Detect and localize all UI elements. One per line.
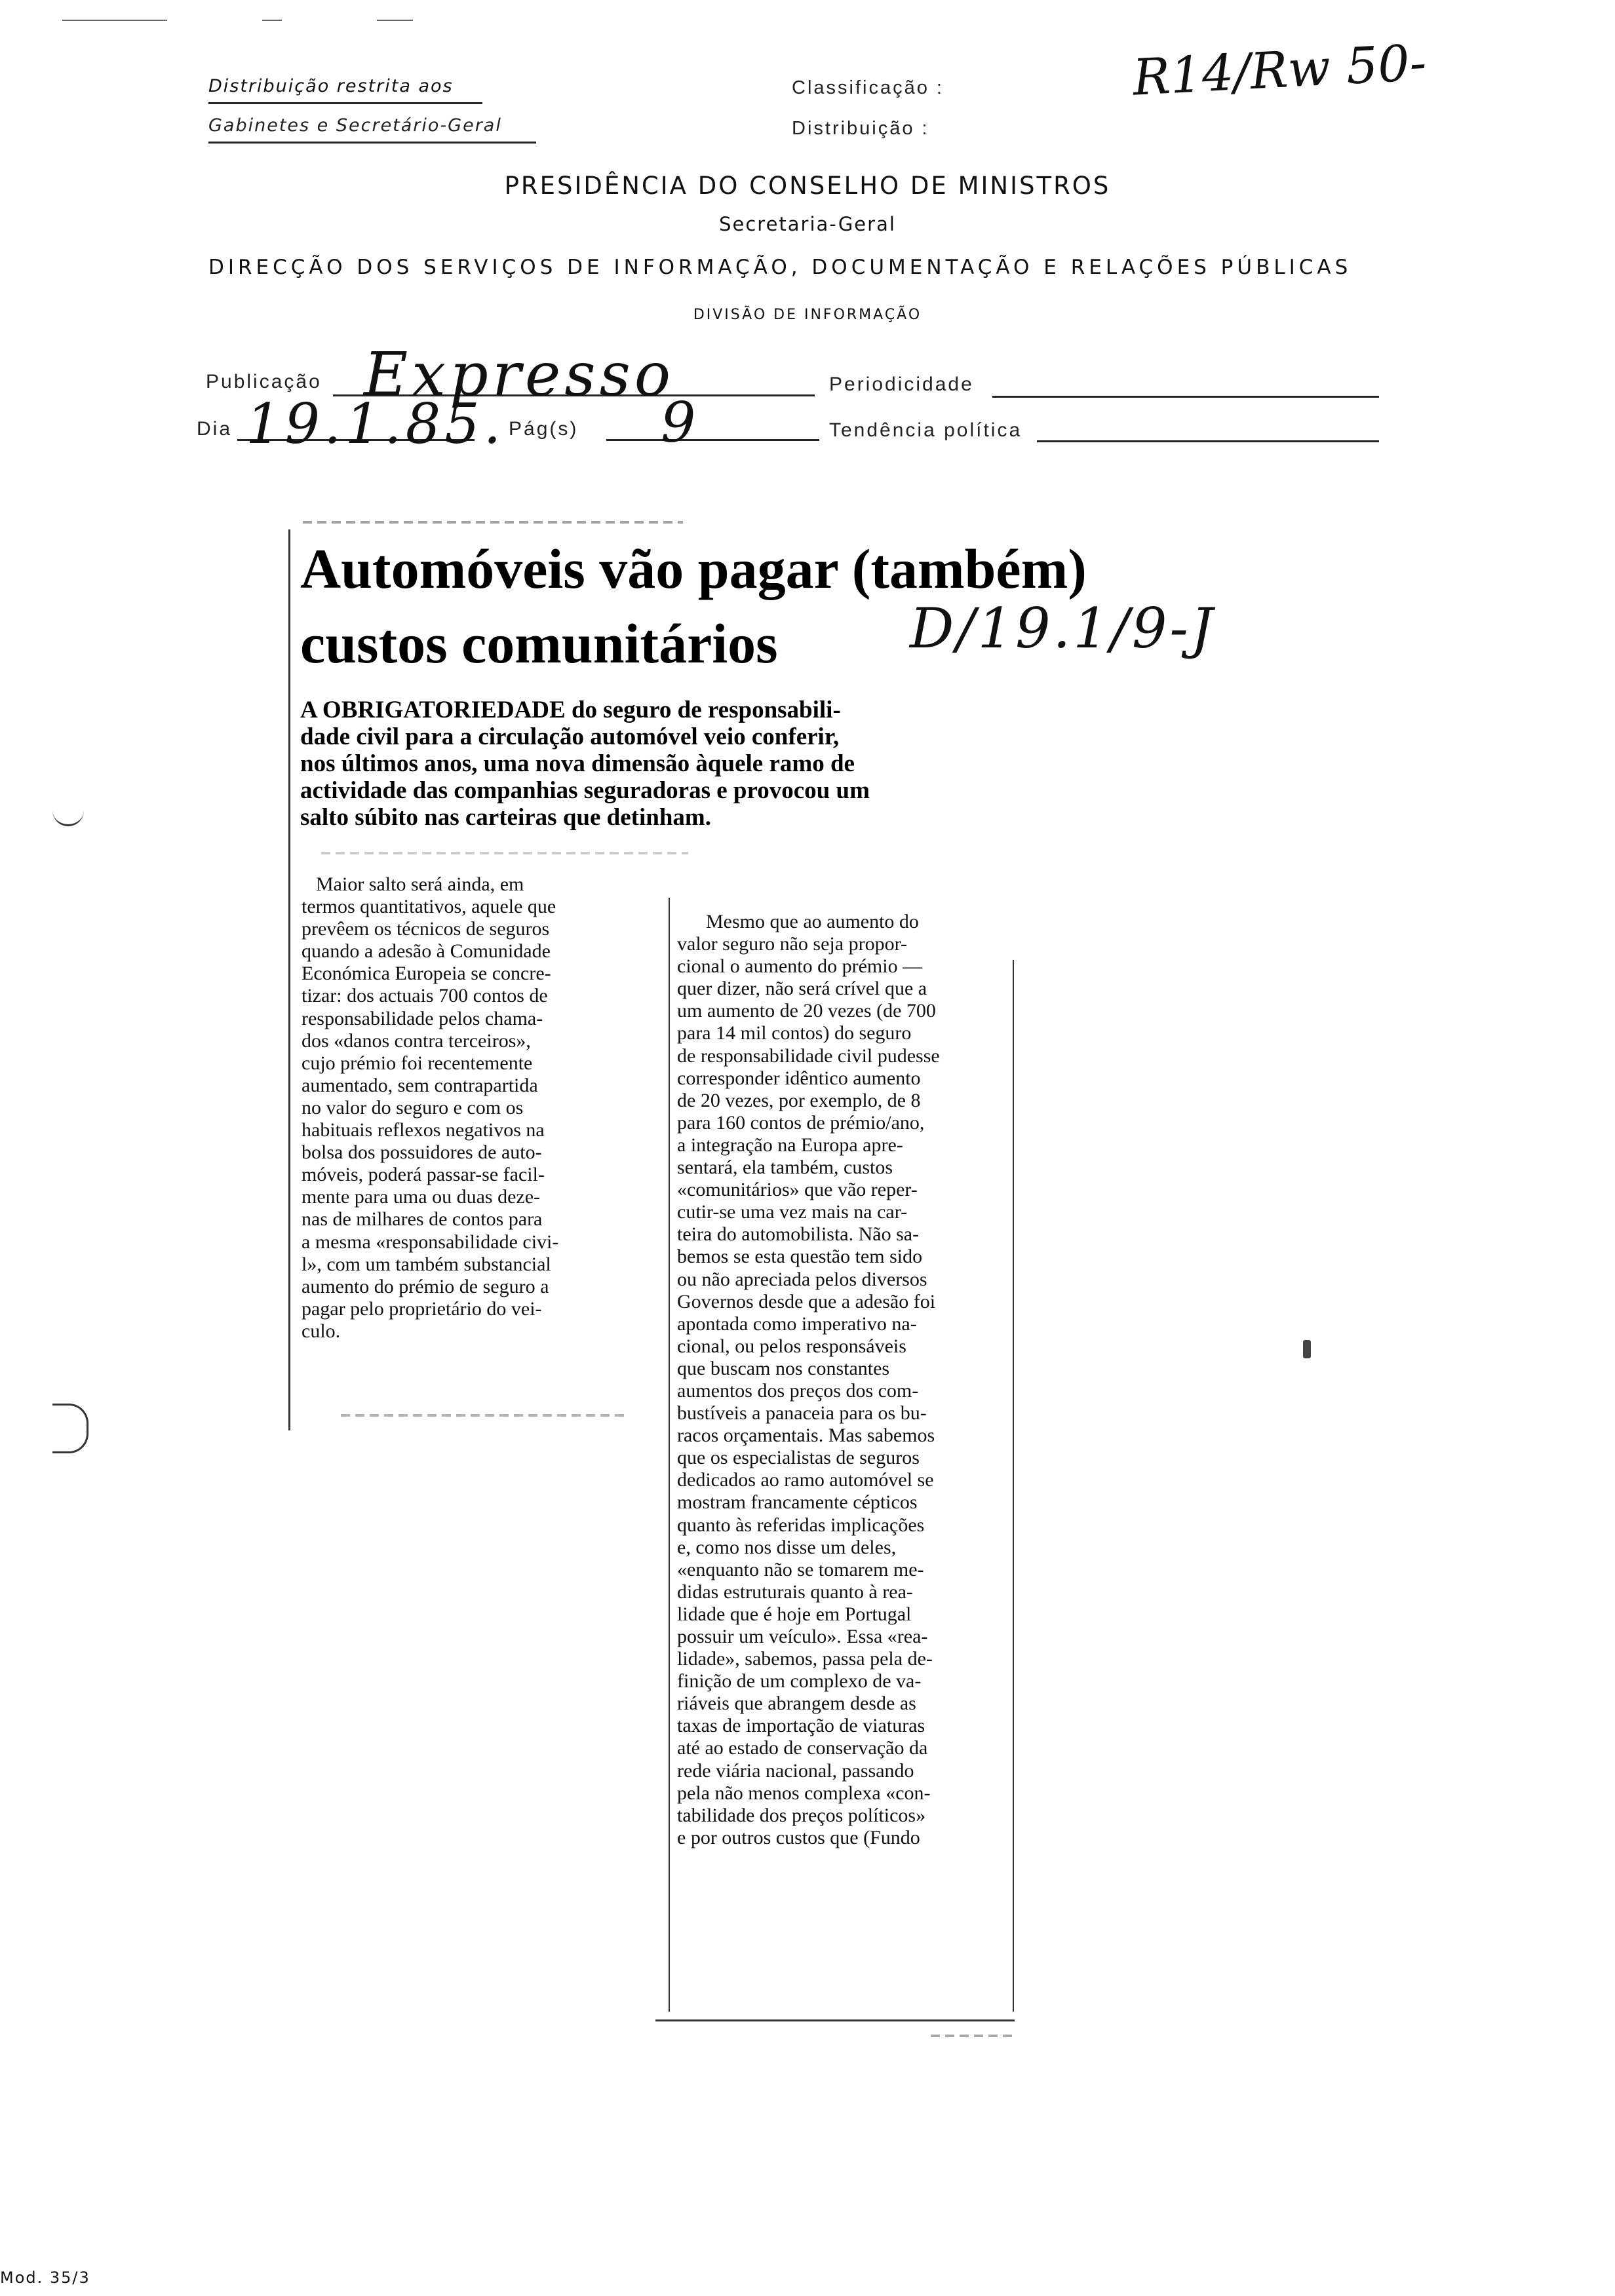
column-end-smudge	[341, 1414, 629, 1417]
column-line: aumentado, sem contrapartida	[302, 1074, 538, 1096]
lead-line: A OBRIGATORIEDADE do seguro de responsabili-	[300, 697, 841, 723]
column-line: Maior salto será ainda, em	[316, 873, 524, 895]
column-line: rede viária nacional, passando	[677, 1759, 914, 1782]
column-line: l», com um também substancial	[302, 1253, 551, 1275]
column-line: quer dizer, não será crível que a	[677, 978, 927, 1000]
column-line: até ao estado de conservação da	[677, 1737, 928, 1759]
article-column-1	[302, 873, 632, 1343]
article-column-2	[677, 911, 1008, 1849]
column-line: responsabilidade pelos chama-	[302, 1007, 543, 1029]
secretariat: Secretaria-Geral	[719, 213, 896, 235]
column-line: didas estruturais quanto à rea-	[677, 1580, 913, 1603]
column-line: quanto às referidas implicações	[677, 1514, 925, 1536]
column-line: de responsabilidade civil pudesse	[677, 1044, 940, 1067]
punch-hole-mark	[52, 1404, 88, 1453]
column-line: bemos se esta questão tem sido	[677, 1246, 923, 1268]
publication-label: Publicação	[206, 371, 322, 392]
punch-hole-mark	[52, 805, 84, 826]
column-line: tizar: dos actuais 700 contos de	[302, 985, 548, 1007]
column-line: Governos desde que a adesão foi	[677, 1290, 936, 1312]
column-line: no valor do seguro e com os	[302, 1096, 524, 1119]
pages-label: Pág(s)	[509, 418, 579, 440]
column-line: móveis, poderá passar-se facil-	[302, 1164, 545, 1186]
column-line: bustíveis a panaceia para os bu-	[677, 1402, 927, 1425]
clipping-left-edge	[288, 529, 290, 1430]
handwritten-reference: R14/Rw 50-	[1131, 33, 1428, 107]
tendency-label: Tendência política	[829, 419, 1022, 441]
scan-mark	[262, 20, 282, 21]
column-line: a integração na Europa apre-	[677, 1134, 903, 1156]
headline-line2: custos comunitários	[300, 612, 778, 675]
column-line: possuir um veículo». Essa «rea-	[677, 1626, 928, 1647]
column-line: cujo prémio foi recentemente	[302, 1052, 533, 1074]
column-line: taxas de importação de viaturas	[677, 1715, 925, 1737]
scan-mark	[62, 20, 167, 21]
column-line: sentará, ela também, custos	[677, 1157, 893, 1179]
pages-line	[606, 439, 819, 441]
headline-line1: Automóveis vão pagar (também)	[300, 537, 1087, 600]
division: DIVISÃO DE INFORMAÇÃO	[693, 307, 922, 323]
form-code: Mod. 35/3	[0, 2268, 90, 2287]
column-line: quando a adesão à Comunidade	[302, 940, 551, 963]
column-line: dedicados ao ramo automóvel se	[677, 1469, 934, 1491]
column-line: bolsa dos possuidores de auto-	[302, 1141, 542, 1164]
article-lead	[300, 697, 988, 831]
column-line: dos «danos contra terceiros»,	[302, 1029, 531, 1052]
classification-label: Classificação :	[792, 77, 944, 98]
column-line: cional o aumento do prémio —	[677, 955, 923, 978]
column-line: ou não apreciada pelos diversos	[677, 1268, 927, 1290]
column-line: racos orçamentais. Mas sabemos	[677, 1425, 935, 1447]
column-line: apontada como imperativo na-	[677, 1312, 917, 1335]
column-line: para 14 mil contos) do seguro	[677, 1022, 912, 1044]
article-bottom-rule	[655, 2019, 1015, 2021]
column-line: tabilidade dos preços políticos»	[677, 1804, 926, 1826]
column-line: e, como nos disse um deles,	[677, 1536, 897, 1558]
column-line: «comunitários» que vão reper-	[677, 1179, 918, 1201]
column-line: prevêem os técnicos de seguros	[302, 918, 550, 940]
underline	[208, 142, 536, 144]
column-line: termos quantitativos, aquele que	[302, 896, 556, 918]
tendency-line	[1037, 440, 1379, 442]
column-line: riáveis que abrangem desde as	[677, 1693, 916, 1715]
column-line: pela não menos complexa «con-	[677, 1782, 931, 1804]
periodicity-line	[992, 396, 1379, 398]
underline	[208, 102, 482, 104]
scan-mark	[377, 20, 413, 21]
column-line: mostram francamente cépticos	[677, 1491, 918, 1514]
column-line: mente para uma ou duas deze-	[302, 1186, 540, 1208]
column-line: teira do automobilista. Não sa-	[677, 1223, 920, 1246]
column-line: aumento do prémio de seguro a	[302, 1275, 549, 1297]
column-line: culo.	[302, 1320, 341, 1342]
column-line: que buscam nos constantes	[677, 1357, 890, 1379]
lead-line: actividade das companhias seguradoras e provocou um	[300, 777, 870, 804]
column-line: corresponder idêntico aumento	[677, 1067, 921, 1089]
column-line: pagar pelo proprietário do vei-	[302, 1297, 542, 1320]
lead-line: dade civil para a circulação automóvel veio conferir,	[300, 723, 840, 750]
column-line: cional, ou pelos responsáveis	[677, 1335, 906, 1357]
clipping-smudge	[321, 852, 688, 854]
directorate: DIRECÇÃO DOS SERVIÇOS DE INFORMAÇÃO, DOCUMENTAÇÃO E RELAÇÕES PÚBLICAS	[208, 256, 1352, 279]
column-divider	[669, 898, 670, 2012]
clipping-smudge	[931, 2035, 1016, 2037]
lead-line: nos últimos anos, uma nova dimensão àquele ramo de	[300, 750, 855, 777]
handwritten-date-note: D/19.1/9-J	[910, 596, 1216, 660]
institution-name: PRESIDÊNCIA DO CONSELHO DE MINISTROS	[504, 172, 1111, 200]
day-label: Dia	[197, 418, 233, 440]
day-value: 19.1.85.	[246, 392, 505, 456]
pages-value: 9	[661, 391, 696, 455]
distribution-note-line1: Distribuição restrita aos	[208, 76, 454, 96]
column-line: Económica Europeia se concre-	[302, 963, 551, 985]
publication-value: Expresso	[364, 339, 675, 410]
column-line: valor seguro não seja propor-	[677, 933, 907, 955]
column-line: de 20 vezes, por exemplo, de 8	[677, 1089, 921, 1111]
lead-line: salto súbito nas carteiras que detinham.	[300, 804, 711, 831]
column-line: «enquanto não se tomarem me-	[677, 1558, 924, 1580]
column-line: Mesmo que ao aumento do	[706, 911, 919, 932]
column-line: lidade que é hoje em Portugal	[677, 1603, 912, 1625]
column-line: e por outros custos que (Fundo	[677, 1826, 920, 1848]
clipping-edge	[303, 521, 683, 524]
column-line: cutir-se uma vez mais na car-	[677, 1201, 908, 1223]
column-line: para 160 contos de prémio/ano,	[677, 1111, 925, 1134]
column-line: aumentos dos preços dos com-	[677, 1379, 919, 1402]
column-line: habituais reflexos negativos na	[302, 1119, 545, 1141]
column-line: lidade», sabemos, passa pela de-	[677, 1648, 933, 1670]
column-line: que os especialistas de seguros	[677, 1447, 920, 1469]
distribution-note-line2: Gabinetes e Secretário-Geral	[208, 115, 502, 136]
column-line: a mesma «responsabilidade civi-	[302, 1231, 559, 1253]
column-line: finição de um complexo de va-	[677, 1670, 922, 1693]
distribution-label: Distribuição :	[792, 118, 929, 139]
clipping-right-edge	[1013, 960, 1014, 2012]
column-line: um aumento de 20 vezes (de 700	[677, 1000, 936, 1022]
periodicity-label: Periodicidade	[829, 373, 974, 395]
column-line: nas de milhares de contos para	[302, 1208, 543, 1231]
scan-mark	[1303, 1340, 1311, 1358]
